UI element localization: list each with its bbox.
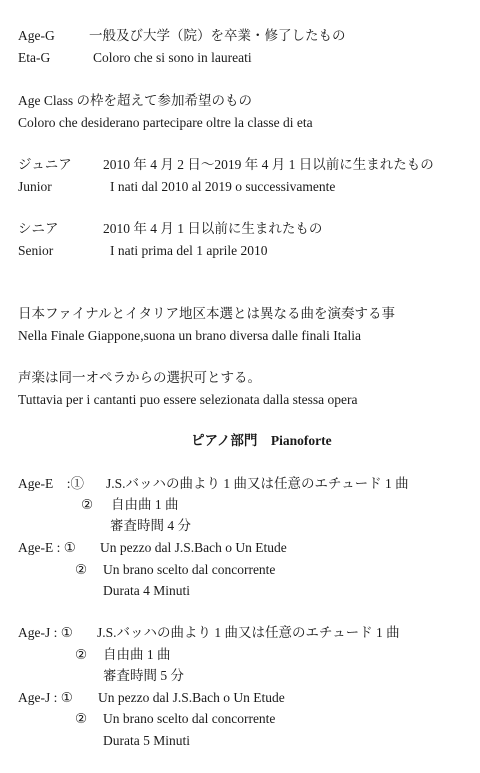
age-j-it-duration: Durata 5 Minuti [103, 733, 190, 748]
age-class-note-jp: Age Class の枠を超えて参加希望のもの [18, 93, 252, 108]
age-e-it-number-2: ② [75, 562, 88, 577]
age-g-label-it: Eta-G [18, 50, 51, 65]
age-g-label-jp: Age-G [18, 28, 55, 43]
age-j-jp-duration: 審査時間 5 分 [103, 668, 184, 683]
vocal-note-it: Tuttavia per i cantanti puo essere selezionata dalla stessa opera [18, 392, 358, 407]
junior-label-jp: ジュニア [18, 157, 72, 172]
junior-label-en: Junior [18, 179, 52, 194]
age-j-jp-label: Age-J : ① [18, 625, 73, 640]
age-j-jp-item-1: J.S.バッハの曲より 1 曲又は任意のエチュード 1 曲 [97, 625, 400, 640]
senior-label-en: Senior [18, 243, 54, 258]
age-g-desc-jp: 一般及び大学（院）を卒業・修了したもの [89, 28, 346, 43]
age-e-it-label: Age-E : ① [18, 540, 76, 555]
age-e-it-item-2: Un brano scelto dal concorrente [103, 562, 276, 577]
age-j-it-label: Age-J : ① [18, 690, 73, 705]
age-e-it-item-1: Un pezzo dal J.S.Bach o Un Etude [100, 540, 287, 555]
senior-desc-jp: 2010 年 4 月 1 日以前に生まれたもの [103, 221, 323, 236]
junior-desc-jp: 2010 年 4 月 2 日～2019 年 4 月 1 日以前に生まれたもの [103, 157, 434, 172]
final-note-jp: 日本ファイナルとイタリア地区本選とは異なる曲を演奏する事 [18, 306, 396, 321]
junior-desc-it: I nati dal 2010 al 2019 o successivamente [110, 179, 336, 194]
age-j-it-item-1: Un pezzo dal J.S.Bach o Un Etude [98, 690, 285, 705]
age-e-jp-label: Age-E :① [18, 476, 84, 491]
piano-section-heading: ピアノ部門 Pianoforte [191, 433, 332, 448]
age-j-jp-item-2: 自由曲 1 曲 [103, 647, 171, 662]
age-e-it-duration: Durata 4 Minuti [103, 583, 190, 598]
age-e-jp-item-1: J.S.バッハの曲より 1 曲又は任意のエチュード 1 曲 [106, 476, 409, 491]
age-class-note-it: Coloro che desiderano partecipare oltre la classe di eta [18, 115, 313, 130]
senior-label-jp: シニア [18, 221, 59, 236]
final-note-it: Nella Finale Giappone,suona un brano diversa dalle finali Italia [18, 328, 362, 343]
vocal-note-jp: 声楽は同一オペラからの選択可とする。 [18, 370, 261, 385]
age-j-it-number-2: ② [75, 711, 88, 726]
age-g-desc-it: Coloro che si sono in laureati [93, 50, 252, 65]
age-j-it-item-2: Un brano scelto dal concorrente [103, 711, 276, 726]
senior-desc-it: I nati prima del 1 aprile 2010 [110, 243, 268, 258]
age-e-jp-item-2: 自由曲 1 曲 [111, 497, 179, 512]
age-j-jp-number-2: ② [75, 647, 88, 662]
age-e-jp-duration: 審査時間 4 分 [110, 518, 191, 533]
age-e-jp-number-2: ② [81, 497, 94, 512]
